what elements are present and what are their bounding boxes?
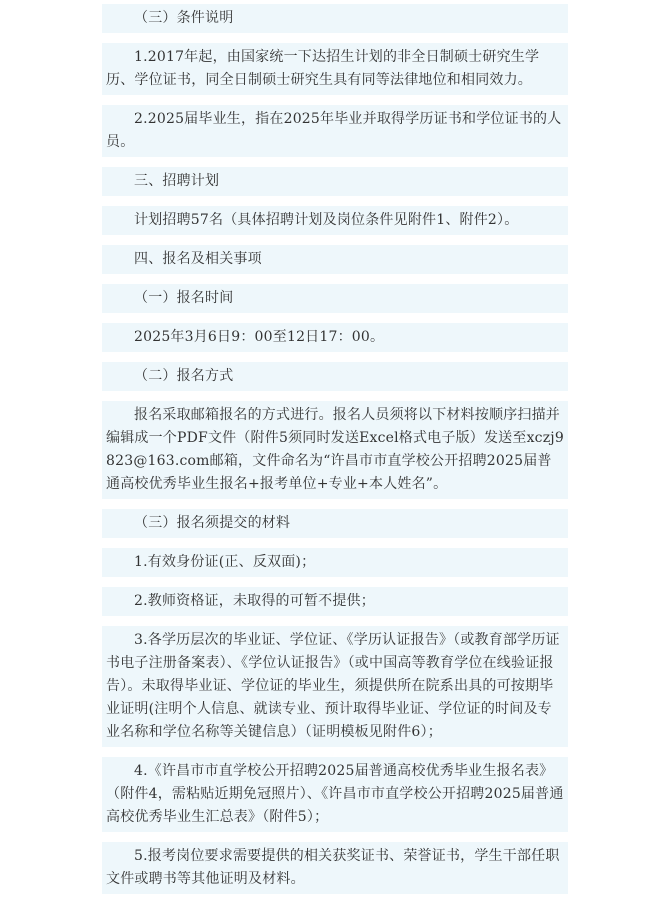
paragraph-recruitment-plan: 计划招聘57名（具体招聘计划及岗位条件见附件1、附件2）。: [102, 206, 568, 235]
paragraph-material-forms: 4.《许昌市市直学校公开招聘2025届普通高校优秀毕业生报名表》（附件4，需粘贴近期免冠照片）、《许昌市市直学校公开招聘2025届普通高校优秀毕业生汇总表》（附件5）；: [102, 757, 568, 832]
paragraph-material-awards: 5.报考岗位要求需要提供的相关获奖证书、荣誉证书，学生干部任职文件或聘书等其他证明及材料。: [102, 842, 568, 894]
paragraph-registration-method: 报名采取邮箱报名的方式进行。报名人员须将以下材料按顺序扫描并编辑成一个PDF文件（附件5须同时发送Excel格式电子版）发送至xczj9823@163.com邮箱，文件命名为“许昌市市直学校公开招聘2025届普通高校优秀毕业生报名+报考单位+专业+本人姓名”。: [102, 401, 568, 499]
paragraph-conditions-heading: （三）条件说明: [102, 4, 568, 33]
paragraph-materials-heading: （三）报名须提交的材料: [102, 509, 568, 538]
paragraph-material-teacher-cert: 2.教师资格证，未取得的可暂不提供；: [102, 587, 568, 616]
paragraph-registration-method-heading: （二）报名方式: [102, 362, 568, 391]
paragraph-registration-heading: 四、报名及相关事项: [102, 245, 568, 274]
document-body: [102, 0, 568, 904]
paragraph-registration-time-heading: （一）报名时间: [102, 284, 568, 313]
paragraph-2025-graduates: 2.2025届毕业生，指在2025年毕业并取得学历证书和学位证书的人员。: [102, 105, 568, 157]
paragraph-part-time-degree: 1.2017年起，由国家统一下达招生计划的非全日制硕士研究生学历、学位证书，同全日制硕士研究生具有同等法律地位和相同效力。: [102, 43, 568, 95]
paragraph-recruitment-plan-heading: 三、招聘计划: [102, 167, 568, 196]
paragraph-material-id-card: 1.有效身份证(正、反双面)；: [102, 548, 568, 577]
paragraph-registration-time: 2025年3月6日9：00至12日17：00。: [102, 323, 568, 352]
paragraph-material-diplomas: 3.各学历层次的毕业证、学位证、《学历认证报告》（或教育部学历证书电子注册备案表）、《学位认证报告》（或中国高等教育学位在线验证报告）。未取得毕业证、学位证的毕业生，须提供所在院系出具的可按期毕业证明(注明个人信息、就读专业、预计取得毕业证、学位证的时间及专业名称和学位名称等关键信息）（证明模板见附件6）；: [102, 626, 568, 747]
